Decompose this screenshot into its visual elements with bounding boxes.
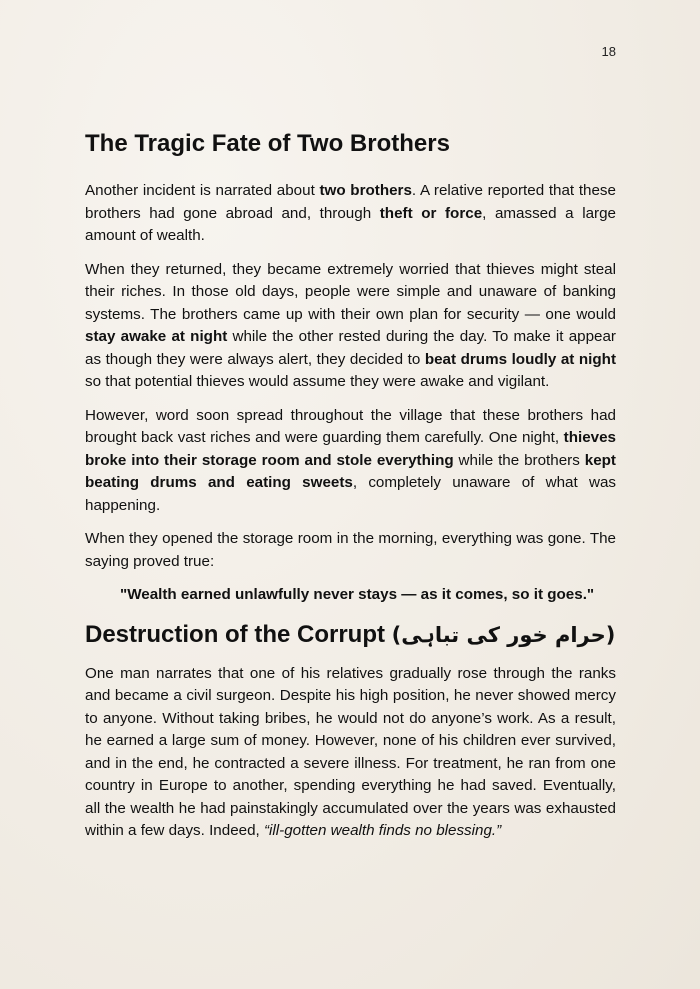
text-run: while the brothers xyxy=(453,451,585,469)
paragraph xyxy=(85,405,616,518)
text-run: , completely unaware of what was happening. xyxy=(85,474,616,514)
italic-text: “ill-gotten wealth finds no blessing.” xyxy=(263,822,502,839)
text-run: One man narrates that one of his relatives gradually rose through the ranks and became a civil surgeon. Despite his high position, he never showed mercy to anyone. Without taking bribes, he would not do anyone’s work. As a result, he earned a large sum of money. However, none of his children ever survived, and in the end, he contracted a severe illness. For treatment, he ran from one country in Europe to another, spending everything he had saved. Eventually, all the wealth he had painstakingly accumulated over the years was exhausted within a few days. Indeed, xyxy=(85,664,616,839)
page-number: 18 xyxy=(601,44,616,59)
paragraph xyxy=(85,528,616,573)
paragraph xyxy=(85,180,616,248)
bold-text: theft or force xyxy=(379,204,483,222)
page-content xyxy=(85,126,616,854)
section-heading-two-brothers: The Tragic Fate of Two Brothers xyxy=(85,130,450,157)
heading-text: Destruction of the Corrupt xyxy=(85,620,385,648)
text-run: When they opened the storage room in the morning, everything was gone. The saying proved true: xyxy=(85,530,616,570)
section-heading-corrupt xyxy=(85,617,616,653)
text-run: while the other rested during the day. To make it appear as though they were always alert, they decided to xyxy=(85,328,616,368)
block-quote: "Wealth earned unlawfully never stays — as it comes, so it goes." xyxy=(120,586,595,603)
text-run: Another incident is narrated about xyxy=(85,182,320,199)
bold-text: two brothers xyxy=(319,182,412,199)
paragraph xyxy=(85,663,616,843)
bold-text: kept beating drums and eating sweets xyxy=(85,451,616,491)
text-run: However, word soon spread throughout the village that these brothers had brought back vast riches and were guarding them carefully. One night, xyxy=(85,406,616,446)
bold-text: beat drums loudly at night xyxy=(424,350,616,368)
bold-text: thieves broke into their storage room and stole everything xyxy=(85,429,616,469)
text-run: so that potential thieves would assume they were awake and vigilant. xyxy=(85,373,550,390)
bold-text: stay awake at night xyxy=(85,328,228,345)
paragraph xyxy=(85,259,616,394)
text-run: When they returned, they became extremely worried that thieves might steal their riches. In those old days, people were simple and unaware of banking systems. The brothers came up with their own plan for security — one would xyxy=(85,260,616,323)
text-run: . A relative reported that these brothers had gone abroad and, through xyxy=(85,182,616,222)
text-run: , amassed a large amount of wealth. xyxy=(85,204,616,244)
heading-urdu-text: (حرام خور کی تباہی) xyxy=(391,622,616,647)
